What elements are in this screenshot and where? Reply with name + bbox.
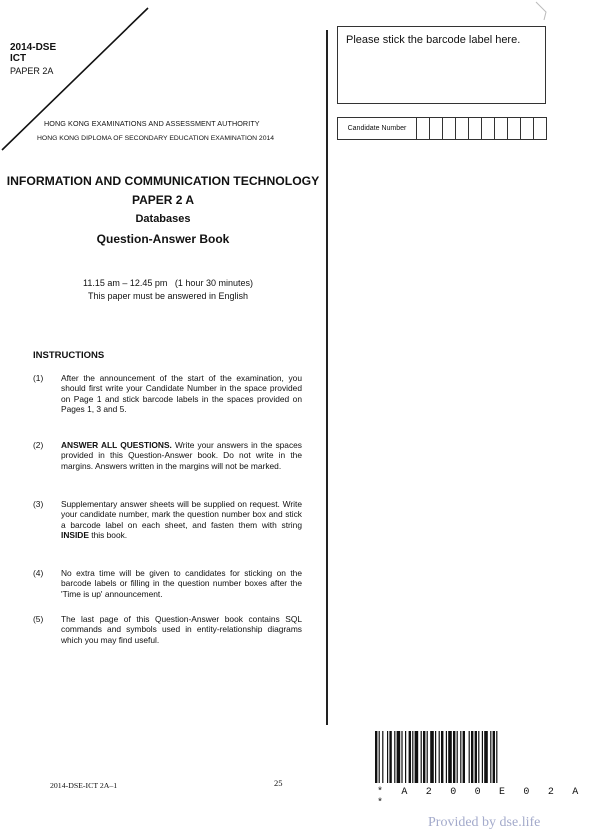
- candidate-digit-box[interactable]: [521, 118, 534, 140]
- instruction-number: (2): [33, 440, 44, 450]
- instruction-text: After the announcement of the start of the examination, you should first write your Candidate Number in the space provided on Page 1 and stick barcode labels in the spaces provided on Pages 1, 3 and 5.: [61, 373, 302, 415]
- instruction-number: (5): [33, 614, 44, 624]
- instruction-emphasis: INSIDE: [61, 530, 89, 541]
- instruction-number: (4): [33, 568, 44, 578]
- candidate-digit-box[interactable]: [534, 118, 547, 140]
- language-note: This paper must be answered in English: [87, 291, 249, 301]
- instruction-item: [33, 568, 303, 604]
- paper-code: PAPER 2A: [10, 66, 54, 76]
- candidate-digit-box[interactable]: [417, 118, 430, 140]
- candidate-digit-box[interactable]: [469, 118, 482, 140]
- footer-paper-code: 2014-DSE-ICT 2A–1: [50, 781, 118, 790]
- barcode-text: * A 2 0 0 E 0 2 A *: [377, 787, 585, 809]
- time-block: [0, 277, 336, 303]
- instruction-item: [33, 440, 303, 486]
- instruction-item: [33, 373, 303, 429]
- candidate-number-table: [337, 117, 547, 140]
- barcode-label-prompt: Please stick the barcode label here.: [346, 34, 521, 46]
- instruction-item: [33, 499, 303, 555]
- instruction-item: [33, 614, 303, 660]
- instructions-heading: INSTRUCTIONS: [33, 350, 105, 361]
- candidate-digit-box[interactable]: [482, 118, 495, 140]
- candidate-number-label: Candidate Number: [338, 118, 417, 140]
- instruction-text: The last page of this Question-Answer book contains SQL commands and symbols used in entity-relationship diagrams which you may find useful.: [61, 614, 302, 645]
- exam-header: [10, 42, 56, 64]
- instruction-emphasis: ANSWER ALL QUESTIONS.: [61, 440, 172, 450]
- page-number: 25: [274, 778, 283, 788]
- instruction-text-body: Supplementary answer sheets will be supplied on request. Write your candidate number, mark the question number box and stick a barcode label on each sheet, and fasten them with string: [61, 499, 302, 530]
- instruction-text-body: Write your answers in the spaces provided in this Question-Answer book. Do not write in the margins. Answers written in the margins will not be marked.: [61, 440, 302, 471]
- candidate-digit-box[interactable]: [456, 118, 469, 140]
- corner-fold-mark: [532, 0, 552, 24]
- title-block: [0, 173, 326, 246]
- instruction-number: (3): [33, 499, 44, 509]
- instruction-text: No extra time will be given to candidates for sticking on the barcode labels or filling in the question number boxes after the 'Time is up' announcement.: [61, 568, 302, 599]
- subject-title: INFORMATION AND COMMUNICATION TECHNOLOGY: [6, 174, 320, 188]
- exam-code: 2014-DSE: [10, 42, 57, 53]
- exam-name: HONG KONG DIPLOMA OF SECONDARY EDUCATION EXAMINATION 2014: [37, 135, 275, 142]
- instruction-text: [61, 499, 302, 541]
- instruction-number: (1): [33, 373, 44, 383]
- candidate-digit-box[interactable]: [508, 118, 521, 140]
- barcode-image: [373, 731, 549, 786]
- authority-name: HONG KONG EXAMINATIONS AND ASSESSMENT AUTHORITY: [44, 119, 260, 128]
- instruction-text-tail: this book.: [88, 530, 128, 541]
- exam-duration: 11.15 am – 12.45 pm (1 hour 30 minutes): [83, 278, 253, 288]
- instruction-text: [61, 440, 302, 471]
- candidate-digit-box[interactable]: [430, 118, 443, 140]
- topic-title: Databases: [135, 213, 191, 225]
- subject-code: ICT: [10, 53, 27, 64]
- book-title: Question-Answer Book: [96, 232, 230, 246]
- watermark: Provided by dse.life: [428, 815, 541, 830]
- candidate-digit-box[interactable]: [443, 118, 456, 140]
- vertical-divider: [326, 30, 328, 725]
- paper-title: PAPER 2 A: [131, 193, 194, 207]
- candidate-digit-box[interactable]: [495, 118, 508, 140]
